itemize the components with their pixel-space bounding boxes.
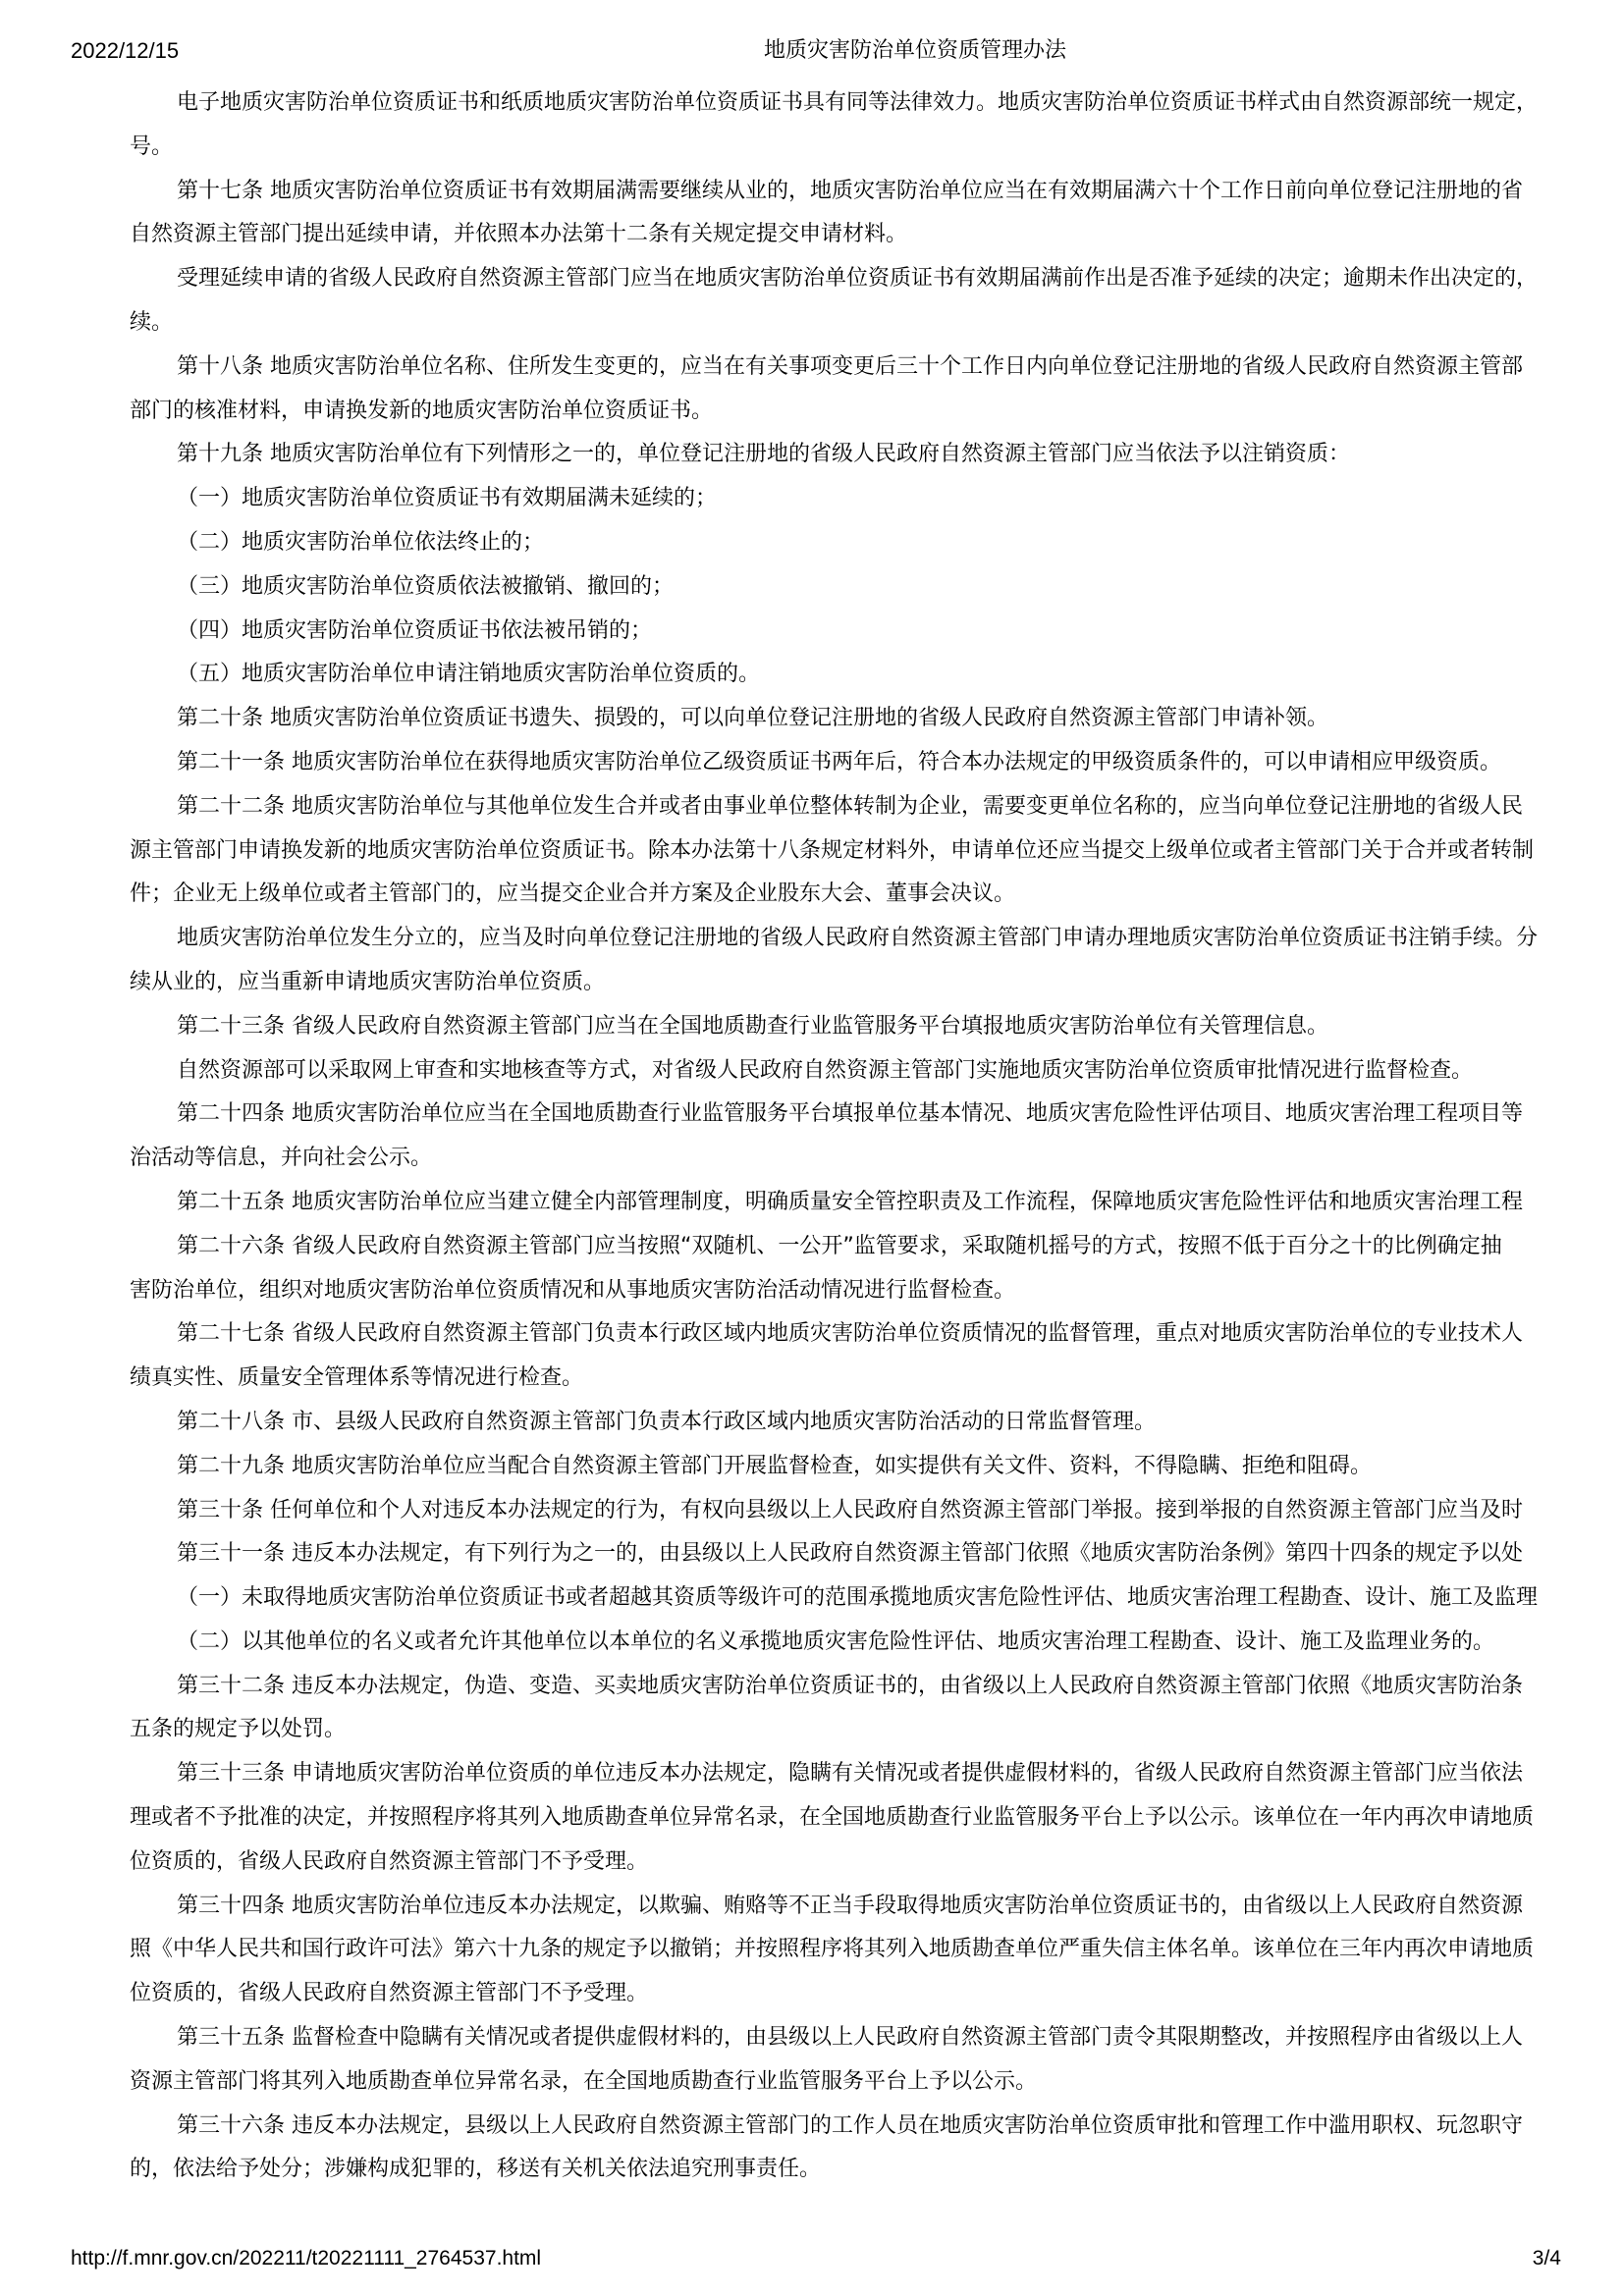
article-22-line: 第二十二条 地质灾害防治单位与其他单位发生合并或者由事业单位整体转制为企业，需要变更单位名称的，应当向单位登记注册地的省级人民 bbox=[177, 793, 1523, 819]
body-line: 位资质的，省级人民政府自然资源主管部门不予受理。 bbox=[130, 1981, 649, 2006]
body-line: 地质灾害防治单位发生分立的，应当及时向单位登记注册地的省级人民政府自然资源主管部门申请办理地质灾害防治单位资质证书注销手续。分 bbox=[177, 926, 1539, 951]
article-29-line: 第二十九条 地质灾害防治单位应当配合自然资源主管部门开展监督检查，如实提供有关文件、资料，不得隐瞒、拒绝和阻碍。 bbox=[177, 1453, 1372, 1478]
body-line: 绩真实性、质量安全管理体系等情况进行检查。 bbox=[130, 1365, 584, 1391]
body-line: 的，依法给予处分；涉嫌构成犯罪的，移送有关机关依法追究刑事责任。 bbox=[130, 2157, 822, 2182]
article-23-line: 第二十三条 省级人民政府自然资源主管部门应当在全国地质勘查行业监管服务平台填报地质灾害防治单位有关管理信息。 bbox=[177, 1013, 1328, 1039]
print-date: 2022/12/15 bbox=[71, 38, 180, 63]
body-line: 续从业的，应当重新申请地质灾害防治单位资质。 bbox=[130, 969, 606, 994]
article-34-line: 第三十四条 地质灾害防治单位违反本办法规定，以欺骗、贿赂等不正当手段取得地质灾害防治单位资质证书的，由省级以上人民政府自然资源 bbox=[177, 1893, 1523, 1918]
body-line: 号。 bbox=[130, 133, 174, 159]
source-url: http://f.mnr.gov.cn/202211/t20221111_2764537.html bbox=[71, 2247, 542, 2269]
article-24-line: 第二十四条 地质灾害防治单位应当在全国地质勘查行业监管服务平台填报单位基本情况、地质灾害危险性评估项目、地质灾害治理工程项目等 bbox=[177, 1101, 1523, 1127]
article-21-line: 第二十一条 地质灾害防治单位在获得地质灾害防治单位乙级资质证书两年后，符合本办法规定的甲级资质条件的，可以申请相应甲级资质。 bbox=[177, 749, 1501, 774]
article-35-line: 第三十五条 监督检查中隐瞒有关情况或者提供虚假材料的，由县级以上人民政府自然资源主管部门责令其限期整改，并按照程序由省级以上人 bbox=[177, 2025, 1523, 2051]
body-line: 件；企业无上级单位或者主管部门的，应当提交企业合并方案及企业股东大会、董事会决议。 bbox=[130, 881, 1016, 907]
list-item: （二）以其他单位的名义或者允许其他单位以本单位的名义承揽地质灾害危险性评估、地质灾害治理工程勘查、设计、施工及监理业务的。 bbox=[177, 1629, 1495, 1654]
body-line: 五条的规定予以处罚。 bbox=[130, 1717, 347, 1742]
page-title: 地质灾害防治单位资质管理办法 bbox=[764, 38, 1067, 63]
body-line: 部门的核准材料，申请换发新的地质灾害防治单位资质证书。 bbox=[130, 398, 714, 423]
list-item: （二）地质灾害防治单位依法终止的； bbox=[177, 529, 545, 555]
article-31-line: 第三十一条 违反本办法规定，有下列行为之一的，由县级以上人民政府自然资源主管部门依照《地质灾害防治条例》第四十四条的规定予以处 bbox=[177, 1541, 1523, 1567]
article-28-line: 第二十八条 市、县级人民政府自然资源主管部门负责本行政区域内地质灾害防治活动的日常监督管理。 bbox=[177, 1409, 1156, 1434]
document-body bbox=[130, 81, 1561, 2192]
article-25-line: 第二十五条 地质灾害防治单位应当建立健全内部管理制度，明确质量安全管控职责及工作流程，保障地质灾害危险性评估和地质灾害治理工程 bbox=[177, 1189, 1523, 1214]
body-line: 照《中华人民共和国行政许可法》第六十九条的规定予以撤销；并按照程序将其列入地质勘查单位严重失信主体名单。该单位在三年内再次申请地质 bbox=[130, 1937, 1535, 1962]
body-line: 害防治单位，组织对地质灾害防治单位资质情况和从事地质灾害防治活动情况进行监督检查。 bbox=[130, 1277, 1016, 1303]
list-item: （三）地质灾害防治单位资质依法被撤销、撤回的； bbox=[177, 573, 675, 599]
body-line: 源主管部门申请换发新的地质灾害防治单位资质证书。除本办法第十八条规定材料外，申请单位还应当提交上级单位或者主管部门关于合并或者转制 bbox=[130, 837, 1535, 863]
body-line: 理或者不予批准的决定，并按照程序将其列入地质勘查单位异常名录，在全国地质勘查行业监管服务平台上予以公示。该单位在一年内再次申请地质 bbox=[130, 1805, 1535, 1831]
body-line: 受理延续申请的省级人民政府自然资源主管部门应当在地质灾害防治单位资质证书有效期届满前作出是否准予延续的决定；逾期未作出决定的， bbox=[177, 266, 1539, 292]
article-36-line: 第三十六条 违反本办法规定，县级以上人民政府自然资源主管部门的工作人员在地质灾害防治单位资质审批和管理工作中滥用职权、玩忽职守 bbox=[177, 2112, 1523, 2138]
article-17-line: 第十七条 地质灾害防治单位资质证书有效期届满需要继续从业的，地质灾害防治单位应当在有效期届满六十个工作日前向单位登记注册地的省 bbox=[177, 178, 1523, 203]
body-line: 资源主管部门将其列入地质勘查单位异常名录，在全国地质勘查行业监管服务平台上予以公示。 bbox=[130, 2068, 1038, 2094]
list-item: （四）地质灾害防治单位资质证书依法被吊销的； bbox=[177, 617, 653, 643]
body-line: 治活动等信息，并向社会公示。 bbox=[130, 1146, 433, 1171]
page-number: 3/4 bbox=[1532, 2247, 1561, 2269]
article-26-line: 第二十六条 省级人民政府自然资源主管部门应当按照“双随机、一公开”监管要求，采取随机摇号的方式，按照不低于百分之十的比例确定抽 bbox=[177, 1233, 1502, 1258]
body-line: 自然资源部可以采取网上审查和实地核查等方式，对省级人民政府自然资源主管部门实施地质灾害防治单位资质审批情况进行监督检查。 bbox=[177, 1057, 1474, 1083]
list-item: （一）地质灾害防治单位资质证书有效期届满未延续的； bbox=[177, 486, 718, 511]
article-30-line: 第三十条 任何单位和个人对违反本办法规定的行为，有权向县级以上人民政府自然资源主管部门举报。接到举报的自然资源主管部门应当及时 bbox=[177, 1497, 1523, 1522]
body-line: 位资质的，省级人民政府自然资源主管部门不予受理。 bbox=[130, 1848, 649, 1874]
article-27-line: 第二十七条 省级人民政府自然资源主管部门负责本行政区域内地质灾害防治单位资质情况的监督管理，重点对地质灾害防治单位的专业技术人 bbox=[177, 1321, 1523, 1347]
article-32-line: 第三十二条 违反本办法规定，伪造、变造、买卖地质灾害防治单位资质证书的，由省级以上人民政府自然资源主管部门依照《地质灾害防治条 bbox=[177, 1673, 1523, 1698]
body-line: 自然资源主管部门提出延续申请，并依照本办法第十二条有关规定提交申请材料。 bbox=[130, 222, 908, 247]
article-19-line: 第十九条 地质灾害防治单位有下列情形之一的，单位登记注册地的省级人民政府自然资源主管部门应当依法予以注销资质： bbox=[177, 442, 1350, 467]
body-line: 电子地质灾害防治单位资质证书和纸质地质灾害防治单位资质证书具有同等法律效力。地质灾害防治单位资质证书样式由自然资源部统一规定， bbox=[177, 90, 1539, 115]
list-item: （一）未取得地质灾害防治单位资质证书或者超越其资质等级许可的范围承揽地质灾害危险性评估、地质灾害治理工程勘查、设计、施工及监理 bbox=[177, 1585, 1539, 1611]
article-33-line: 第三十三条 申请地质灾害防治单位资质的单位违反本办法规定，隐瞒有关情况或者提供虚假材料的，省级人民政府自然资源主管部门应当依法 bbox=[177, 1761, 1523, 1787]
list-item: （五）地质灾害防治单位申请注销地质灾害防治单位资质的。 bbox=[177, 662, 761, 687]
article-18-line: 第十八条 地质灾害防治单位名称、住所发生变更的，应当在有关事项变更后三十个工作日内向单位登记注册地的省级人民政府自然资源主管部 bbox=[177, 353, 1523, 379]
body-line: 续。 bbox=[130, 309, 174, 335]
article-20-line: 第二十条 地质灾害防治单位资质证书遗失、损毁的，可以向单位登记注册地的省级人民政府自然资源主管部门申请补领。 bbox=[177, 706, 1328, 731]
